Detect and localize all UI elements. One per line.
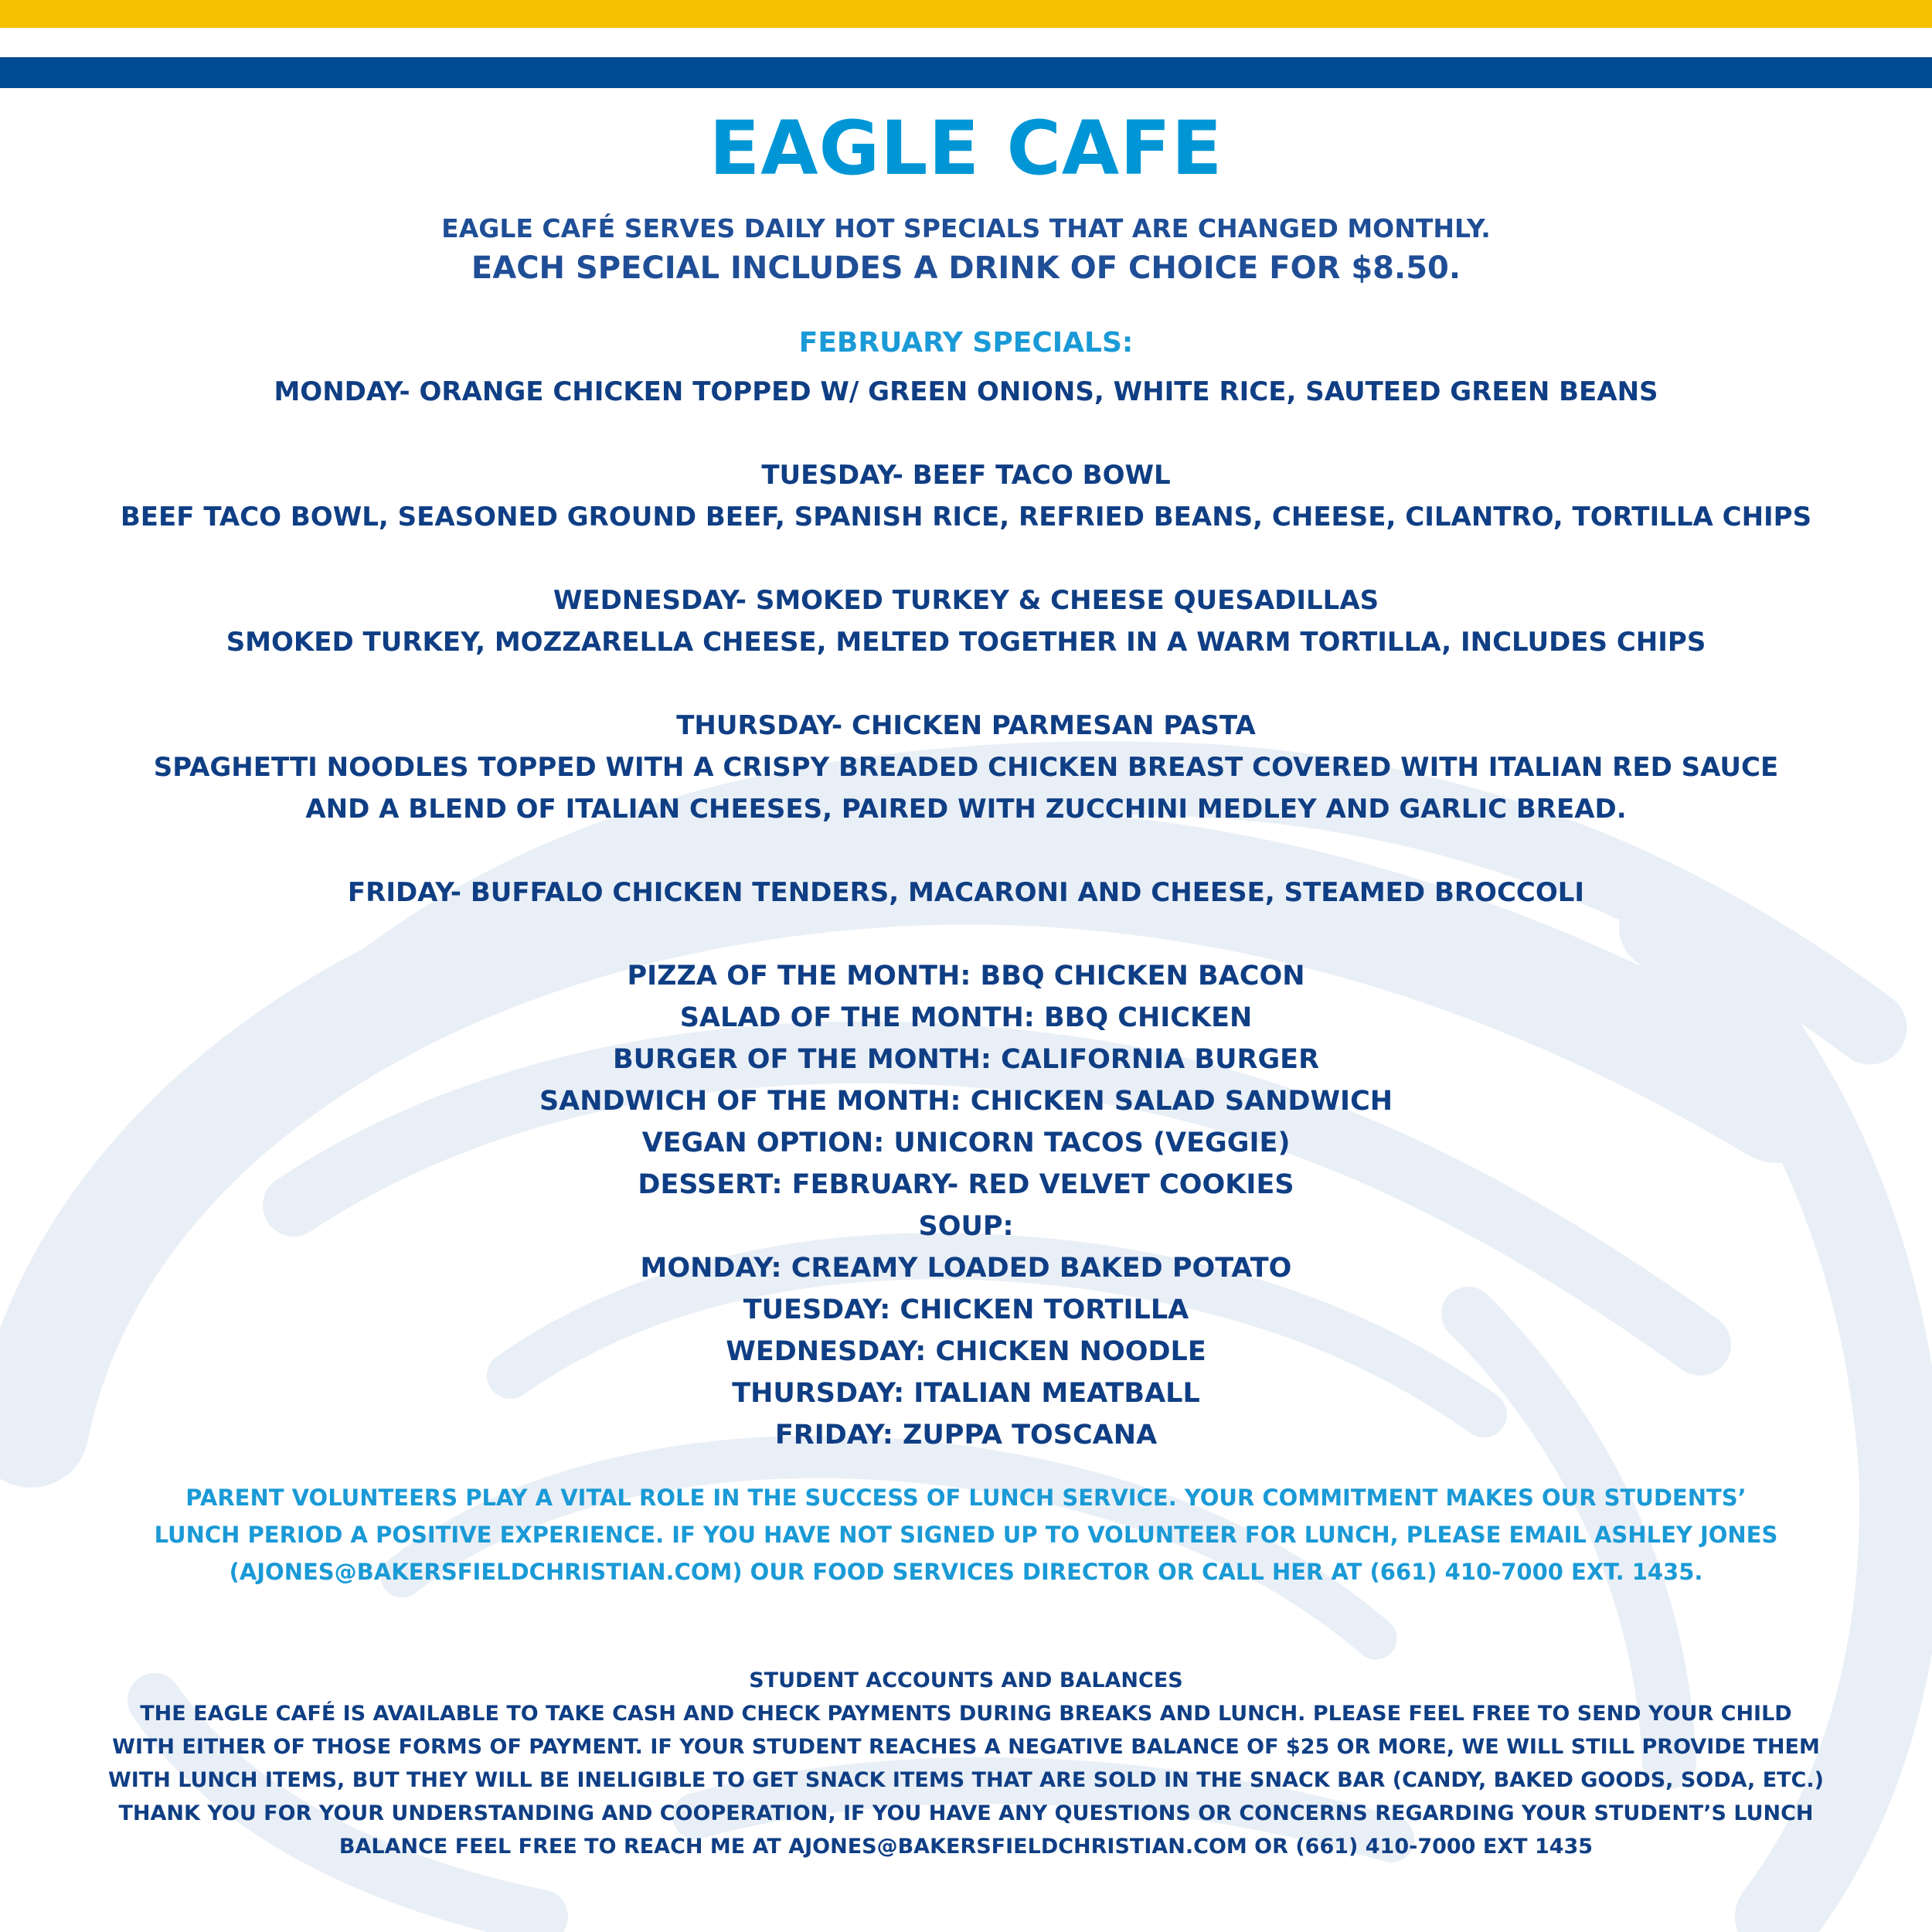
dessert: DESSERT: FEBRUARY- RED VELVET COOKIES bbox=[638, 1169, 1294, 1200]
special-monday: MONDAY- ORANGE CHICKEN TOPPED W/ GREEN ONIONS, WHITE RICE, SAUTEED GREEN BEANS bbox=[274, 376, 1658, 407]
burger-of-month: BURGER OF THE MONTH: CALIFORNIA BURGER bbox=[612, 1044, 1320, 1075]
accounts-line-3: WITH LUNCH ITEMS, BUT THEY WILL BE INELIGIBLE TO GET SNACK ITEMS THAT ARE SOLD IN THE SNACK BAR (CANDY, BAKED GOODS, SODA, ETC.) bbox=[108, 1768, 1824, 1792]
spacer bbox=[0, 363, 1932, 371]
spacer bbox=[0, 663, 1932, 705]
sandwich-of-month: SANDWICH OF THE MONTH: CHICKEN SALAD SANDWICH bbox=[539, 1086, 1393, 1117]
spacer bbox=[0, 538, 1932, 580]
pizza-of-month: PIZZA OF THE MONTH: BBQ CHICKEN BACON bbox=[627, 961, 1305, 992]
accounts-heading: STUDENT ACCOUNTS AND BALANCES bbox=[749, 1668, 1183, 1692]
volunteer-line-3: (AJONES@BAKERSFIELDCHRISTIAN.COM) OUR FOOD SERVICES DIRECTOR OR CALL HER AT (661) 410-7000 EXT. 1435. bbox=[229, 1559, 1703, 1585]
specials-heading: FEBRUARY SPECIALS: bbox=[798, 327, 1134, 359]
soup-monday: MONDAY: CREAMY LOADED BAKED POTATO bbox=[640, 1253, 1292, 1284]
special-wednesday-title: WEDNESDAY- SMOKED TURKEY & CHEESE QUESADILLAS bbox=[553, 585, 1379, 616]
special-thursday bbox=[0, 705, 1932, 830]
volunteer-line-1: PARENT VOLUNTEERS PLAY A VITAL ROLE IN THE SUCCESS OF LUNCH SERVICE. YOUR COMMITMENT MAKES OUR STUDENTS’ bbox=[185, 1485, 1747, 1511]
special-tuesday-title: TUESDAY- BEEF TACO BOWL bbox=[761, 460, 1171, 491]
soup-heading: SOUP: bbox=[918, 1211, 1014, 1242]
monthly-list bbox=[0, 955, 1932, 1456]
accounts-line-4: THANK YOU FOR YOUR UNDERSTANDING AND COOPERATION, IF YOU HAVE ANY QUESTIONS OR CONCERNS REGARDING YOUR STUDENT’S LUNCH bbox=[118, 1801, 1814, 1825]
intro-line-2: EACH SPECIAL INCLUDES A DRINK OF CHOICE FOR $8.50. bbox=[471, 250, 1461, 286]
accounts-line-5: BALANCE FEEL FREE TO REACH ME AT AJONES@BAKERSFIELDCHRISTIAN.COM OR (661) 410-7000 EXT 1435 bbox=[338, 1835, 1594, 1859]
page-title: EAGLE CAFE bbox=[709, 105, 1223, 192]
volunteer-line-2: LUNCH PERIOD A POSITIVE EXPERIENCE. IF YOU HAVE NOT SIGNED UP TO VOLUNTEER FOR LUNCH, PLEASE EMAIL ASHLEY JONES bbox=[154, 1522, 1778, 1548]
menu-content bbox=[0, 88, 1932, 1863]
accounts-line-2: WITH EITHER OF THOSE FORMS OF PAYMENT. IF YOUR STUDENT REACHES A NEGATIVE BALANCE OF $25 OR MORE, WE WILL STILL PROVIDE THEM bbox=[112, 1735, 1820, 1759]
special-tuesday bbox=[0, 454, 1932, 538]
top-blue-stripe bbox=[0, 57, 1932, 88]
spacer bbox=[0, 413, 1932, 454]
vegan-option: VEGAN OPTION: UNICORN TACOS (VEGGIE) bbox=[641, 1128, 1291, 1158]
top-gold-stripe bbox=[0, 0, 1932, 28]
soup-friday: FRIDAY: ZUPPA TOSCANA bbox=[774, 1420, 1158, 1451]
special-thursday-title: THURSDAY- CHICKEN PARMESAN PASTA bbox=[676, 710, 1256, 741]
top-white-stripe bbox=[0, 28, 1932, 57]
soup-thursday: THURSDAY: ITALIAN MEATBALL bbox=[732, 1378, 1200, 1409]
accounts-line-1: THE EAGLE CAFÉ IS AVAILABLE TO TAKE CASH AND CHECK PAYMENTS DURING BREAKS AND LUNCH. PLEASE FEEL FREE TO SEND YOUR CHILD bbox=[140, 1702, 1792, 1726]
soup-wednesday: WEDNESDAY: CHICKEN NOODLE bbox=[726, 1336, 1206, 1367]
salad-of-month: SALAD OF THE MONTH: BBQ CHICKEN bbox=[679, 1002, 1253, 1033]
intro-line-1: EAGLE CAFÉ SERVES DAILY HOT SPECIALS THAT ARE CHANGED MONTHLY. bbox=[441, 213, 1491, 243]
special-wednesday-desc: SMOKED TURKEY, MOZZARELLA CHEESE, MELTED TOGETHER IN A WARM TORTILLA, INCLUDES CHIPS bbox=[226, 627, 1706, 658]
soup-tuesday: TUESDAY: CHICKEN TORTILLA bbox=[743, 1294, 1189, 1325]
special-tuesday-desc: BEEF TACO BOWL, SEASONED GROUND BEEF, SPANISH RICE, REFRIED BEANS, CHEESE, CILANTRO, TORTILLA CHIPS bbox=[120, 502, 1812, 532]
spacer bbox=[0, 913, 1932, 955]
special-friday: FRIDAY- BUFFALO CHICKEN TENDERS, MACARONI AND CHEESE, STEAMED BROCCOLI bbox=[347, 877, 1585, 908]
volunteer-notice bbox=[31, 1479, 1901, 1590]
special-thursday-desc-1: SPAGHETTI NOODLES TOPPED WITH A CRISPY BREADED CHICKEN BREAST COVERED WITH ITALIAN RED SAUCE bbox=[153, 752, 1779, 783]
accounts-body bbox=[39, 1697, 1893, 1863]
spacer bbox=[0, 830, 1932, 872]
special-wednesday bbox=[0, 580, 1932, 663]
special-thursday-desc-2: AND A BLEND OF ITALIAN CHEESES, PAIRED WITH ZUCCHINI MEDLEY AND GARLIC BREAD. bbox=[305, 794, 1627, 825]
